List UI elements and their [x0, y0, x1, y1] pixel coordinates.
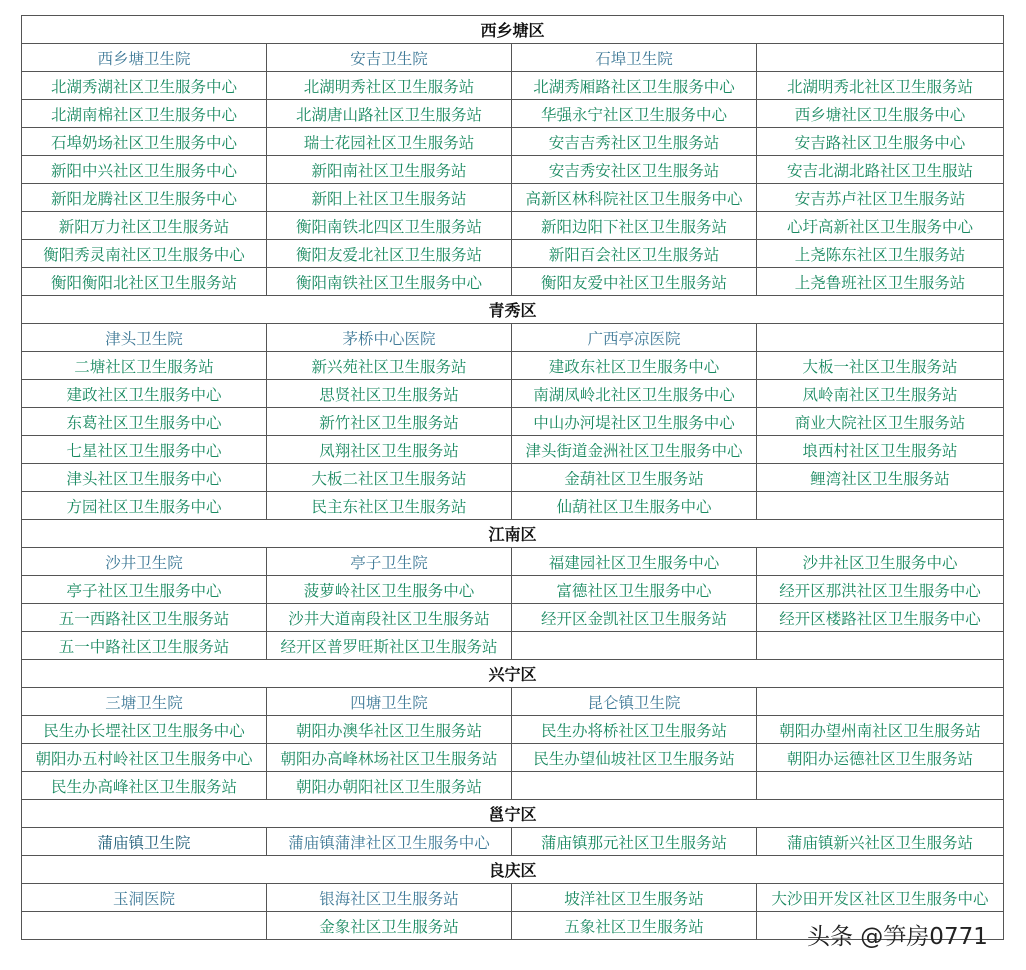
facility-cell: 北湖秀湖社区卫生服务中心	[22, 72, 267, 100]
facility-cell: 北湖南棉社区卫生服务中心	[22, 100, 267, 128]
facility-cell: 经开区那洪社区卫生服务中心	[757, 576, 1004, 604]
hospital-cell: 沙井社区卫生服务中心	[757, 548, 1004, 576]
facility-cell: 安吉秀安社区卫生服务站	[512, 156, 757, 184]
facility-cell: 民生办望仙坡社区卫生服务站	[512, 744, 757, 772]
facility-row	[22, 436, 1004, 464]
district-header-row	[22, 800, 1004, 828]
facility-cell: 方园社区卫生服务中心	[22, 492, 267, 520]
facility-row	[22, 128, 1004, 156]
facility-row	[22, 632, 1004, 660]
facility-cell: 五一西路社区卫生服务站	[22, 604, 267, 632]
facility-cell: 高新区林科院社区卫生服务中心	[512, 184, 757, 212]
facility-cell: 新竹社区卫生服务站	[267, 408, 512, 436]
facility-cell: 沙井大道南段社区卫生服务站	[267, 604, 512, 632]
facility-row	[22, 240, 1004, 268]
district-name: 邕宁区	[22, 800, 1004, 828]
facility-cell: 衡阳友爱北社区卫生服务站	[267, 240, 512, 268]
facility-cell: 经开区金凯社区卫生服务站	[512, 604, 757, 632]
facility-cell: 安吉北湖北路社区卫生服站	[757, 156, 1004, 184]
facility-row	[22, 772, 1004, 800]
facility-cell: 衡阳南铁北四区卫生服务站	[267, 212, 512, 240]
facility-row	[22, 212, 1004, 240]
facility-cell: 建政东社区卫生服务中心	[512, 352, 757, 380]
facility-row	[22, 352, 1004, 380]
facility-cell: 经开区楼路社区卫生服务中心	[757, 604, 1004, 632]
hospital-cell	[757, 324, 1004, 352]
watermark-text: 头条 @笋房0771	[807, 924, 988, 950]
facility-cell: 新阳万力社区卫生服务站	[22, 212, 267, 240]
facility-cell	[512, 632, 757, 660]
facility-row	[22, 464, 1004, 492]
facility-cell: 凤翔社区卫生服务站	[267, 436, 512, 464]
facility-cell: 北湖唐山路社区卫生服务站	[267, 100, 512, 128]
facility-row	[22, 156, 1004, 184]
facility-row	[22, 576, 1004, 604]
facility-cell	[512, 772, 757, 800]
facility-row	[22, 492, 1004, 520]
facility-row	[22, 72, 1004, 100]
hospital-cell: 三塘卫生院	[22, 688, 267, 716]
facility-row	[22, 100, 1004, 128]
facility-cell: 菠萝岭社区卫生服务中心	[267, 576, 512, 604]
hospital-cell	[757, 44, 1004, 72]
district-name: 良庆区	[22, 856, 1004, 884]
facility-cell: 中山办河堤社区卫生服务中心	[512, 408, 757, 436]
facility-cell: 上尧鲁班社区卫生服务站	[757, 268, 1004, 296]
facility-cell: 心圩高新社区卫生服务中心	[757, 212, 1004, 240]
facility-cell	[22, 912, 267, 940]
hospital-cell: 昆仑镇卫生院	[512, 688, 757, 716]
facility-cell: 金葫社区卫生服务站	[512, 464, 757, 492]
health-facility-table	[21, 15, 1004, 940]
facility-cell: 朝阳办五村岭社区卫生服务中心	[22, 744, 267, 772]
district-header-row	[22, 660, 1004, 688]
hospital-row	[22, 548, 1004, 576]
facility-cell: 北湖明秀北社区卫生服务站	[757, 72, 1004, 100]
facility-cell: 五象社区卫生服务站	[512, 912, 757, 940]
facility-cell: 商业大院社区卫生服务站	[757, 408, 1004, 436]
facility-cell: 津头街道金洲社区卫生服务中心	[512, 436, 757, 464]
hospital-cell: 茅桥中心医院	[267, 324, 512, 352]
facility-cell: 民生办高峰社区卫生服务站	[22, 772, 267, 800]
facility-cell: 新阳中兴社区卫生服务中心	[22, 156, 267, 184]
hospital-cell	[757, 688, 1004, 716]
facility-cell: 朝阳办澳华社区卫生服务站	[267, 716, 512, 744]
facility-cell: 大板二社区卫生服务站	[267, 464, 512, 492]
facility-cell: 上尧陈东社区卫生服务站	[757, 240, 1004, 268]
facility-cell: 富德社区卫生服务中心	[512, 576, 757, 604]
facility-cell: 华强永宁社区卫生服务中心	[512, 100, 757, 128]
hospital-cell: 蒲庙镇蒲津社区卫生服务中心	[267, 828, 512, 856]
facility-cell: 南湖凤岭北社区卫生服务中心	[512, 380, 757, 408]
district-name: 青秀区	[22, 296, 1004, 324]
facility-cell: 仙葫社区卫生服务中心	[512, 492, 757, 520]
facility-cell: 安吉吉秀社区卫生服务站	[512, 128, 757, 156]
facility-row	[22, 604, 1004, 632]
facility-cell: 衡阳南铁社区卫生服务中心	[267, 268, 512, 296]
facility-cell: 朝阳办朝阳社区卫生服务站	[267, 772, 512, 800]
facility-cell: 衡阳秀灵南社区卫生服务中心	[22, 240, 267, 268]
facility-cell: 民生办将桥社区卫生服务站	[512, 716, 757, 744]
district-header-row	[22, 856, 1004, 884]
facility-cell: 安吉苏卢社区卫生服务站	[757, 184, 1004, 212]
facility-cell: 埌西村社区卫生服务站	[757, 436, 1004, 464]
hospital-row	[22, 324, 1004, 352]
facility-cell	[757, 632, 1004, 660]
hospital-cell: 蒲庙镇卫生院	[22, 828, 267, 856]
table-body	[22, 16, 1004, 940]
hospital-cell: 津头卫生院	[22, 324, 267, 352]
facility-cell: 衡阳衡阳北社区卫生服务站	[22, 268, 267, 296]
facility-row	[22, 716, 1004, 744]
district-header-row	[22, 520, 1004, 548]
facility-cell: 经开区普罗旺斯社区卫生服务站	[267, 632, 512, 660]
facility-cell: 衡阳友爱中社区卫生服务站	[512, 268, 757, 296]
hospital-row	[22, 688, 1004, 716]
facility-cell: 新阳百会社区卫生服务站	[512, 240, 757, 268]
hospital-cell: 安吉卫生院	[267, 44, 512, 72]
facility-row	[22, 408, 1004, 436]
facility-cell: 亭子社区卫生服务中心	[22, 576, 267, 604]
facility-row	[22, 744, 1004, 772]
facility-cell: 津头社区卫生服务中心	[22, 464, 267, 492]
district-name: 江南区	[22, 520, 1004, 548]
district-header-row	[22, 16, 1004, 44]
facility-cell: 新阳上社区卫生服务站	[267, 184, 512, 212]
hospital-cell: 蒲庙镇新兴社区卫生服务站	[757, 828, 1004, 856]
facility-cell: 鲤湾社区卫生服务站	[757, 464, 1004, 492]
facility-row	[22, 184, 1004, 212]
facility-cell: 安吉路社区卫生服务中心	[757, 128, 1004, 156]
facility-cell: 七星社区卫生服务中心	[22, 436, 267, 464]
facility-cell: 北湖明秀社区卫生服务站	[267, 72, 512, 100]
facility-cell: 瑞士花园社区卫生服务站	[267, 128, 512, 156]
facility-cell: 思贤社区卫生服务站	[267, 380, 512, 408]
facility-cell: 大板一社区卫生服务站	[757, 352, 1004, 380]
hospital-cell: 大沙田开发区社区卫生服务中心	[757, 884, 1004, 912]
district-name: 兴宁区	[22, 660, 1004, 688]
facility-cell: 新阳边阳下社区卫生服务站	[512, 212, 757, 240]
facility-row	[22, 268, 1004, 296]
hospital-cell: 亭子卫生院	[267, 548, 512, 576]
facility-cell: 新兴苑社区卫生服务站	[267, 352, 512, 380]
hospital-cell: 福建园社区卫生服务中心	[512, 548, 757, 576]
hospital-cell: 西乡塘卫生院	[22, 44, 267, 72]
facility-cell: 民生办长堽社区卫生服务中心	[22, 716, 267, 744]
facility-cell: 民主东社区卫生服务站	[267, 492, 512, 520]
district-name: 西乡塘区	[22, 16, 1004, 44]
hospital-row	[22, 44, 1004, 72]
hospital-cell: 沙井卫生院	[22, 548, 267, 576]
facility-cell: 朝阳办高峰林场社区卫生服务站	[267, 744, 512, 772]
facility-cell: 新阳龙腾社区卫生服务中心	[22, 184, 267, 212]
facility-cell: 凤岭南社区卫生服务站	[757, 380, 1004, 408]
hospital-row	[22, 828, 1004, 856]
facility-cell: 北湖秀厢路社区卫生服务中心	[512, 72, 757, 100]
hospital-cell: 四塘卫生院	[267, 688, 512, 716]
hospital-cell: 石埠卫生院	[512, 44, 757, 72]
facility-cell	[757, 492, 1004, 520]
facility-cell: 金象社区卫生服务站	[267, 912, 512, 940]
facility-cell: 新阳南社区卫生服务站	[267, 156, 512, 184]
facility-cell: 西乡塘社区卫生服务中心	[757, 100, 1004, 128]
hospital-cell: 广西亭凉医院	[512, 324, 757, 352]
facility-cell: 五一中路社区卫生服务站	[22, 632, 267, 660]
hospital-cell: 玉洞医院	[22, 884, 267, 912]
hospital-cell: 银海社区卫生服务站	[267, 884, 512, 912]
hospital-cell: 坡洋社区卫生服务站	[512, 884, 757, 912]
facility-row	[22, 380, 1004, 408]
facility-cell: 建政社区卫生服务中心	[22, 380, 267, 408]
hospital-row	[22, 884, 1004, 912]
facility-cell	[757, 772, 1004, 800]
district-header-row	[22, 296, 1004, 324]
facility-cell: 东葛社区卫生服务中心	[22, 408, 267, 436]
facility-cell: 朝阳办望州南社区卫生服务站	[757, 716, 1004, 744]
facility-cell: 二塘社区卫生服务站	[22, 352, 267, 380]
facility-cell: 石埠奶场社区卫生服务中心	[22, 128, 267, 156]
facility-cell: 朝阳办运德社区卫生服务站	[757, 744, 1004, 772]
hospital-cell: 蒲庙镇那元社区卫生服务站	[512, 828, 757, 856]
